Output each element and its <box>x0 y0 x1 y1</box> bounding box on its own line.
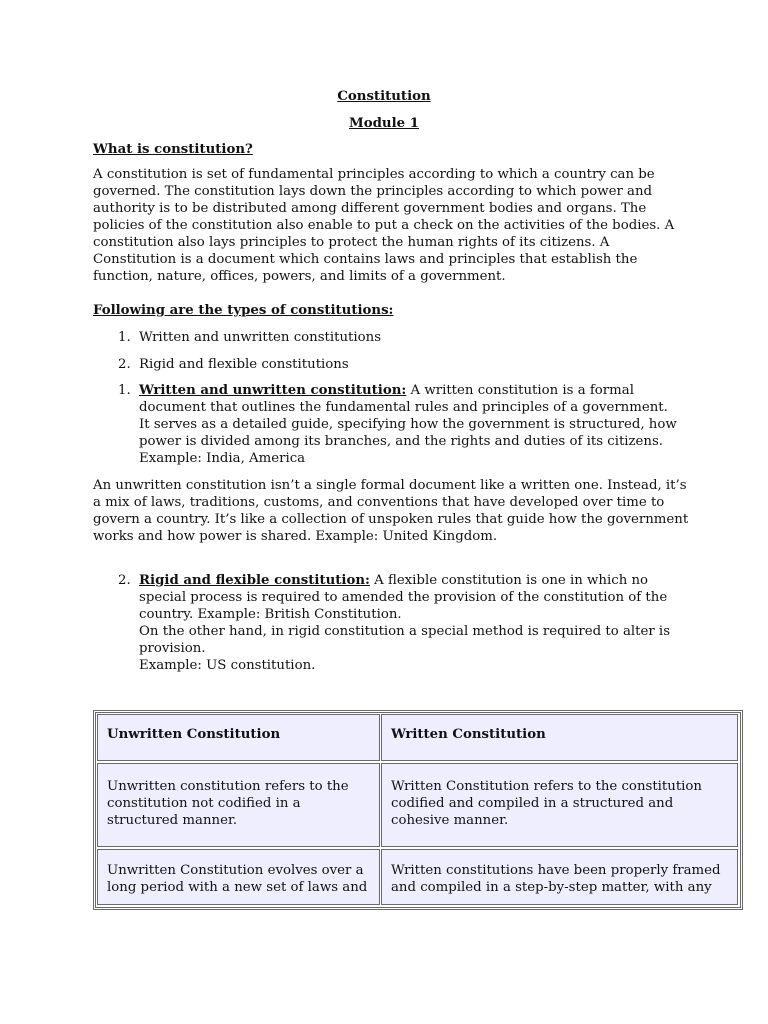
table-header-written: Written Constitution <box>381 714 738 761</box>
list-text <box>139 382 679 467</box>
written-description: A written constitution is a formal document that outlines the fundamental rules and principles of a government. It serves as a detailed guide, specifying how the government is structured, how power is divided among its branches, and the rights and duties of its citizens. Example: India, America <box>139 383 677 466</box>
list-text <box>139 572 679 674</box>
list-text: Written and unwritten constitutions <box>139 330 382 345</box>
table-header-unwritten: Unwritten Constitution <box>97 714 380 761</box>
list-text: Rigid and flexible constitutions <box>139 357 349 372</box>
what-is-constitution-heading: What is constitution? <box>93 142 253 157</box>
term-rigid-flexible: Rigid and flexible constitution: <box>139 573 370 588</box>
intro-paragraph: A constitution is set of fundamental principles according to which a country can be governed. The constitution lays down the principles according to which power and authority is to be distributed among different government bodies and organs. The policies of the constitution also enable to put a check on the activities of the bodies. A constitution also lays principles to protect the human rights of its citizens. A Constitution is a document which contains laws and principles that establish the function, nature, offices, powers, and limits of a government. <box>93 167 675 284</box>
comparison-table <box>93 710 743 910</box>
list-number: 2. <box>118 357 131 372</box>
unwritten-paragraph: An unwritten constitution isn’t a single formal document like a written one. Instead, it’s a mix of laws, traditions, customs, and conventions that have developed over time to govern a country. It’s like a collection of unspoken rules that guide how the government works and how power is shared. Example: United Kingdom. <box>93 478 689 544</box>
table-cell: Unwritten constitution refers to the constitution not codified in a structured manner. <box>97 763 380 847</box>
flexible-description: A flexible constitution is one in which no special process is required to amended the provision of the constitution of the country. Example: British Constitution. <box>139 573 668 622</box>
table-cell: Written constitutions have been properly framed and compiled in a step-by-step matter, with any <box>381 849 738 905</box>
rigid-example: Example: US constitution. <box>139 658 316 673</box>
list-number: 1. <box>118 330 131 345</box>
list-number: 1. <box>118 383 131 398</box>
table-cell: Written Constitution refers to the constitution codified and compiled in a structured and cohesive manner. <box>381 763 738 847</box>
list-number: 2. <box>118 573 131 588</box>
term-written-unwritten: Written and unwritten constitution: <box>139 383 407 398</box>
table-cell: Unwritten Constitution evolves over a long period with a new set of laws and <box>97 849 380 905</box>
types-heading: Following are the types of constitutions: <box>93 303 394 318</box>
rigid-description: On the other hand, in rigid constitution a special method is required to alter is provision. <box>139 624 671 656</box>
document-title: Constitution <box>337 89 431 104</box>
module-heading: Module 1 <box>349 116 419 131</box>
